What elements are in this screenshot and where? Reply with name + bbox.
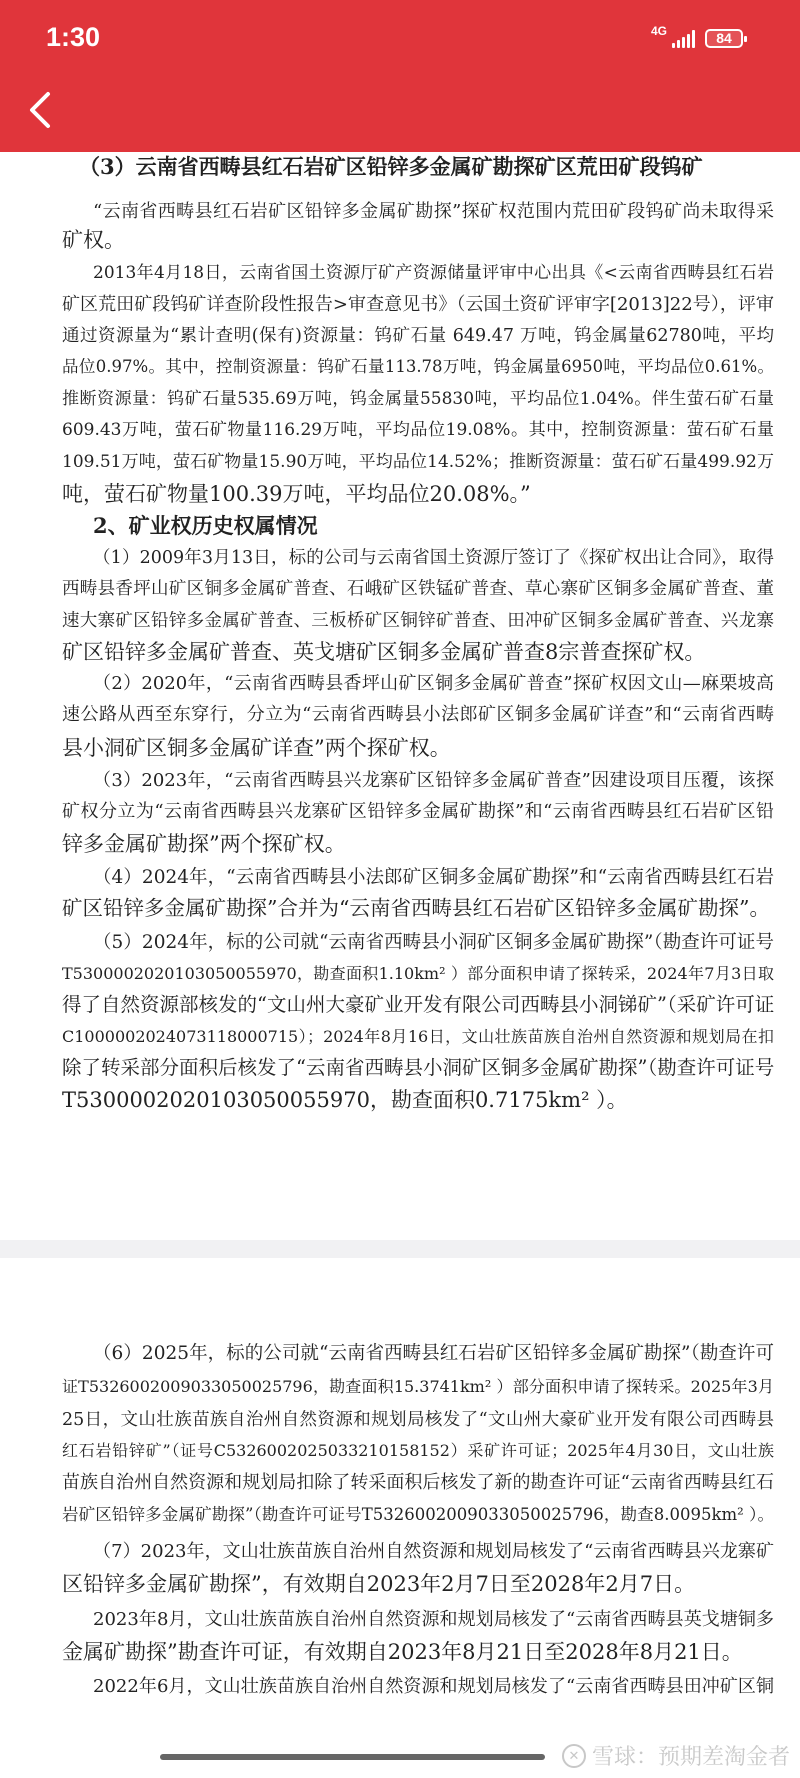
text-line-content: （5）2024年，标的公司就“云南省西畴县小洞矿区铜多金属矿勘探”（勘查许可证号	[93, 932, 774, 953]
text-line	[62, 830, 774, 858]
text-line-content: 矿权。	[62, 228, 125, 252]
text-line	[62, 607, 774, 635]
text-line	[62, 1023, 774, 1051]
text-line	[62, 1086, 774, 1114]
text-line-content: T5300002020103050055970，勘查面积0.7175km² ）。	[62, 1088, 628, 1112]
text-line-content: 除了转采部分面积后核发了“云南省西畴县小洞矿区铜多金属矿勘探”（勘查许可证号	[62, 1056, 775, 1079]
text-line	[62, 1501, 774, 1529]
text-line	[93, 198, 774, 226]
text-line-content: 红石岩铅锌矿”（证号C5326002025033210158152）采矿许可证；2025年4月30日，文山壮族	[62, 1441, 774, 1460]
text-line-content: （2）2020年，“云南省西畴县香坪山矿区铜多金属矿普查”探矿权因文山—麻栗坡高	[93, 673, 774, 694]
text-line-content: （3）云南省西畴县红石岩矿区铅锌多金属矿勘探矿区荒田矿段钨矿	[79, 154, 703, 179]
text-line	[62, 416, 774, 444]
text-line	[93, 864, 774, 892]
signal-icon	[672, 30, 695, 48]
section-heading	[79, 153, 774, 181]
text-line	[62, 1437, 774, 1465]
text-line	[93, 544, 774, 572]
status-time: 1:30	[46, 22, 101, 52]
text-line-content: （3）2023年，“云南省西畴县兴龙寨矿区铅锌多金属矿普查”因建设项目压覆，该探	[93, 770, 774, 791]
text-line-content: 得了自然资源部核发的“文山州大豪矿业开发有限公司西畴县小洞锑矿”（采矿许可证	[62, 993, 775, 1016]
text-line-content: 苗族自治州自然资源和规划局扣除了转采面积后核发了新的勘查许可证“云南省西畴县红石	[62, 1472, 774, 1493]
text-line-content: 区铅锌多金属矿勘探”，有效期自2023年2月7日至2028年2月7日。	[62, 1572, 696, 1596]
text-line	[62, 1638, 774, 1666]
text-line	[93, 1538, 774, 1566]
text-line	[62, 701, 774, 729]
text-line	[62, 638, 774, 666]
text-line-content: 矿区铅锌多金属矿勘探”合并为“云南省西畴县红石岩矿区铅锌多金属矿勘探”。	[62, 896, 770, 920]
text-line-content: 2023年8月，文山壮族苗族自治州自然资源和规划局核发了“云南省西畴县英戈塘铜多	[93, 1609, 774, 1630]
text-line	[62, 1373, 774, 1401]
text-line-content: （7）2023年，文山壮族苗族自治州自然资源和规划局核发了“云南省西畴县兴龙寨矿	[93, 1541, 774, 1562]
text-line	[62, 1406, 774, 1434]
text-line-content: 25日，文山壮族苗族自治州自然资源和规划局核发了“文山州大豪矿业开发有限公司西畴县	[62, 1410, 774, 1430]
text-line-content: C1000002024073118000715）；2024年8月16日，文山壮族苗族自治州自然资源和规划局在扣	[62, 1027, 774, 1046]
chevron-left-icon	[22, 88, 62, 132]
text-line	[62, 1469, 774, 1497]
text-line	[62, 575, 774, 603]
text-line-content: 金属矿勘探”勘查许可证，有效期自2023年8月21日至2028年8月21日。	[62, 1640, 743, 1664]
text-line	[62, 734, 774, 762]
text-line	[62, 480, 774, 508]
text-line	[62, 226, 774, 254]
text-line-content: 矿区荒田矿段钨矿详查阶段性报告>审查意见书》（云国土资矿评审字[2013]22号），评审	[62, 294, 774, 315]
back-button[interactable]	[22, 88, 62, 132]
text-line	[93, 767, 774, 795]
text-line	[93, 1673, 774, 1701]
text-line	[62, 448, 774, 476]
app-header	[0, 0, 800, 152]
home-indicator[interactable]	[160, 1754, 545, 1760]
text-line-content: 109.51万吨，萤石矿物量15.90万吨，平均品位14.52%；推断资源量：萤石矿石量499.92万	[62, 452, 774, 472]
text-line-content: 速大寨矿区铅锌多金属矿普查、三板桥矿区铜锌矿普查、田冲矿区铜多金属矿普查、兴龙寨	[62, 611, 774, 631]
text-line-content: （6）2025年，标的公司就“云南省西畴县红石岩矿区铅锌多金属矿勘探”（勘查许可	[93, 1343, 774, 1364]
text-line-content: （1）2009年3月13日，标的公司与云南省国土资源厅签订了《探矿权出让合同》，取得	[93, 548, 774, 568]
text-line-content: 吨，萤石矿物量100.39万吨，平均品位20.08%。”	[62, 482, 531, 506]
text-line-content: 岩矿区铅锌多金属矿勘探”（勘查许可证号T5326002009033050025796，勘查8.0095km² ）。	[62, 1505, 774, 1524]
network-type: 4G	[651, 24, 668, 38]
text-line	[62, 960, 774, 988]
text-line	[62, 1570, 774, 1598]
section-heading	[93, 512, 774, 540]
xueqiu-logo-icon: ✕	[562, 1744, 586, 1768]
text-line-content: 通过资源量为“累计查明(保有)资源量：钨矿石量 649.47 万吨，钨金属量62780吨，平均	[62, 326, 774, 346]
text-line-content: “云南省西畴县红石岩矿区铅锌多金属矿勘探”探矿权范围内荒田矿段钨矿尚未取得采	[93, 201, 774, 222]
text-line	[62, 291, 774, 319]
text-line	[93, 1606, 774, 1634]
text-line-content: （4）2024年，“云南省西畴县小法郎矿区铜多金属矿勘探”和“云南省西畴县红石岩	[93, 867, 774, 888]
text-line	[62, 322, 774, 350]
text-line-content: 证T5326002009033050025796，勘查面积15.3741km² ）部分面积申请了探转采。2025年3月	[62, 1377, 774, 1396]
text-line-content: 2022年6月，文山壮族苗族自治州自然资源和规划局核发了“云南省西畴县田冲矿区铜	[93, 1676, 774, 1697]
text-line	[62, 385, 774, 413]
watermark-text: 雪球：预期差淘金者	[591, 1744, 790, 1769]
text-line-content: 609.43万吨，萤石矿物量116.29万吨，平均品位19.08%。其中，控制资源量：萤石矿石量	[62, 420, 774, 440]
text-line	[62, 1054, 774, 1082]
text-line	[93, 259, 774, 287]
text-line-content: 品位0.97%。其中，控制资源量：钨矿石量113.78万吨，钨金属量6950吨，平均品位0.61%。	[62, 357, 774, 376]
text-line	[62, 991, 774, 1019]
battery-icon: 84	[705, 29, 743, 48]
text-line-content: 2、矿业权历史权属情况	[93, 513, 318, 538]
page-divider	[0, 1240, 800, 1258]
text-line	[93, 670, 774, 698]
text-line	[62, 894, 774, 922]
text-line-content: 锌多金属矿勘探”两个探矿权。	[62, 832, 346, 856]
text-line-content: 矿权分立为“云南省西畴县兴龙寨矿区铅锌多金属矿勘探”和“云南省西畴县红石岩矿区铅	[62, 801, 774, 822]
text-line-content: 西畴县香坪山矿区铜多金属矿普查、石峨矿区铁锰矿普查、草心寨矿区铜多金属矿普查、董	[62, 579, 774, 599]
text-line	[62, 353, 774, 381]
text-line	[93, 1340, 774, 1368]
text-line-content: 速公路从西至东穿行，分立为“云南省西畴县小法郎矿区铜多金属矿详查”和“云南省西畴	[62, 704, 774, 725]
watermark	[562, 1740, 790, 1771]
text-line-content: 矿区铅锌多金属矿普查、英戈塘矿区铜多金属矿普查8宗普查探矿权。	[62, 640, 706, 664]
text-line-content: 推断资源量：钨矿石量535.69万吨，钨金属量55830吨，平均品位1.04%。伴生萤石矿石量	[62, 389, 774, 409]
text-line	[93, 929, 774, 957]
text-line-content: 县小洞矿区铜多金属矿详查”两个探矿权。	[62, 736, 451, 760]
text-line-content: 2013年4月18日，云南省国土资源厅矿产资源储量评审中心出具《<云南省西畴县红石岩	[93, 263, 774, 283]
text-line-content: T5300002020103050055970，勘查面积1.10km² ）部分面积申请了探转采，2024年7月3日取	[62, 964, 774, 983]
text-line	[62, 798, 774, 826]
